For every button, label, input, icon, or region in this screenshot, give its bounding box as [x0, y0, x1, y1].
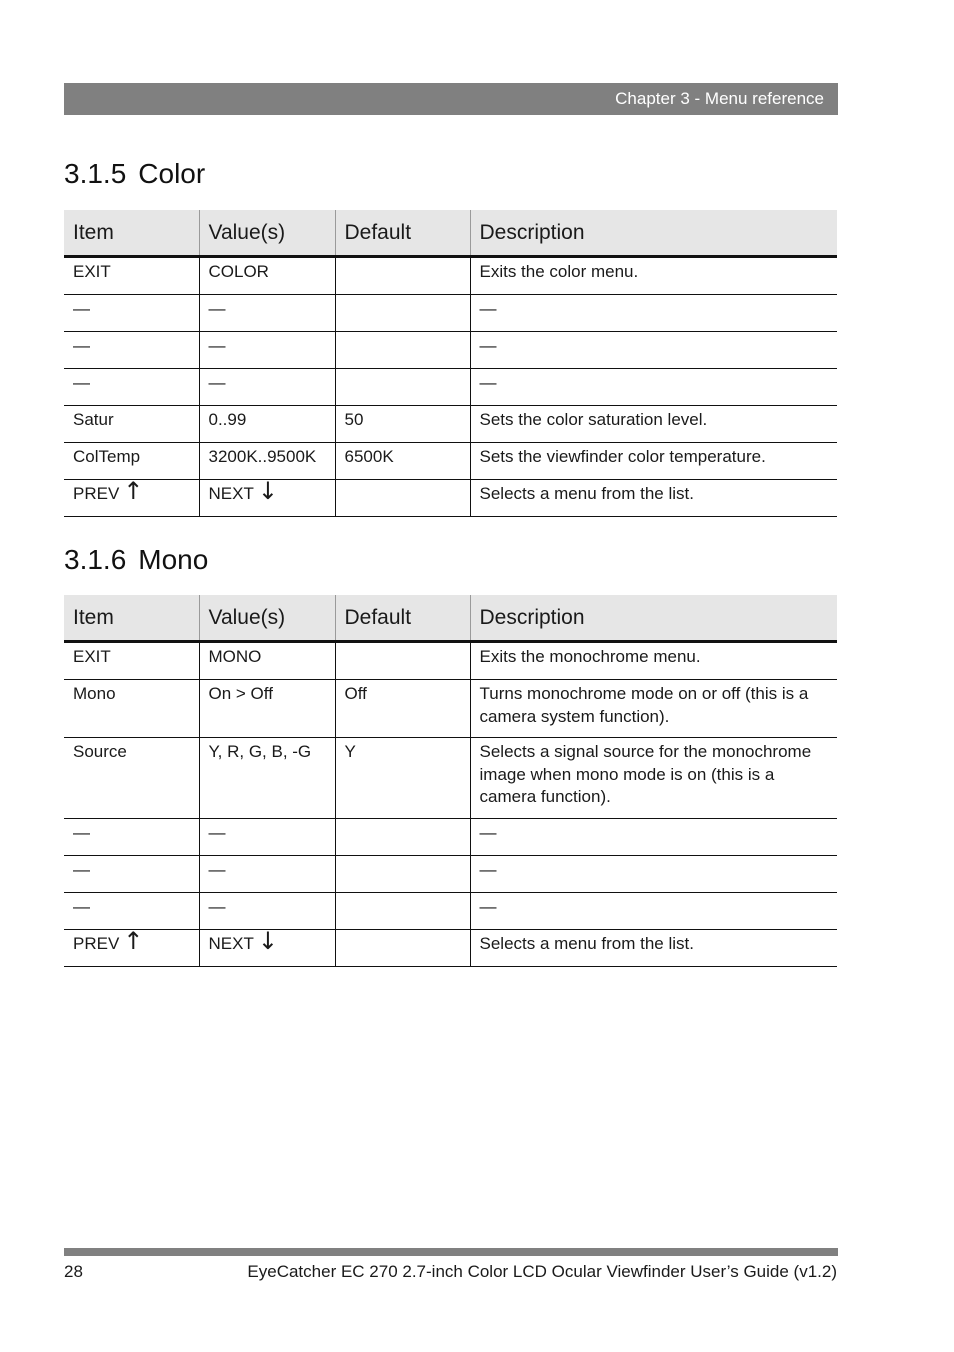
cell-default [335, 642, 470, 680]
table-header-row [64, 595, 837, 642]
column-header-values: Value(s) [199, 595, 335, 642]
section-number: 3.1.5 [64, 158, 127, 189]
cell-item: Source [64, 738, 199, 819]
table-row [64, 295, 837, 332]
cell-values: — [199, 818, 335, 855]
column-header-description: Description [470, 210, 837, 257]
column-header-item: Item [64, 210, 199, 257]
cell-item: — [64, 369, 199, 406]
cell-item [64, 926, 199, 966]
cell-description: — [470, 855, 837, 892]
cell-default [335, 257, 470, 295]
cell-description: Exits the monochrome menu. [470, 642, 837, 680]
page-number: 28 [64, 1262, 83, 1281]
cell-default [335, 892, 470, 929]
table-row [64, 257, 837, 295]
cell-item [64, 477, 199, 517]
cell-item: ColTemp [64, 443, 199, 480]
cell-description: Selects a signal source for the monochrome image when mono mode is on (this is a camera function). [470, 738, 837, 819]
cell-values: COLOR [199, 257, 335, 295]
cell-values [199, 926, 335, 966]
chapter-title: Chapter 3 - Menu reference [615, 89, 824, 108]
guide-title: EyeCatcher EC 270 2.7-inch Color LCD Ocular Viewfinder User’s Guide (v1.2) [247, 1262, 837, 1281]
prev-label: PREV [73, 933, 120, 953]
cell-description: — [470, 295, 837, 332]
cell-item: — [64, 855, 199, 892]
column-header-values: Value(s) [199, 210, 335, 257]
cell-item: EXIT [64, 642, 199, 680]
cell-item: — [64, 818, 199, 855]
table-row [64, 818, 837, 855]
cell-description: — [470, 369, 837, 406]
table-row [64, 369, 837, 406]
table-row [64, 855, 837, 892]
color-menu-table [64, 210, 837, 517]
cell-default: 50 [335, 406, 470, 443]
cell-item: Mono [64, 680, 199, 738]
cell-values: On > Off [199, 680, 335, 738]
cell-default [335, 480, 470, 517]
cell-description: Sets the color saturation level. [470, 406, 837, 443]
cell-description: Exits the color menu. [470, 257, 837, 295]
arrow-down-icon: ↓ [257, 477, 278, 505]
cell-default: 6500K [335, 443, 470, 480]
chapter-header [64, 83, 838, 115]
cell-item: — [64, 332, 199, 369]
table-row [64, 738, 837, 819]
cell-default: Off [335, 680, 470, 738]
cell-values: — [199, 332, 335, 369]
table-row [64, 332, 837, 369]
column-header-default: Default [335, 210, 470, 257]
section-title-mono [64, 544, 208, 576]
table-row [64, 892, 837, 929]
cell-values: 3200K..9500K [199, 443, 335, 480]
cell-description: — [470, 332, 837, 369]
cell-description: — [470, 818, 837, 855]
cell-description: Selects a menu from the list. [470, 480, 837, 517]
prev-label: PREV [73, 484, 120, 503]
cell-item: — [64, 295, 199, 332]
section-name: Color [138, 158, 206, 189]
section-title-color [64, 158, 205, 190]
cell-values: MONO [199, 642, 335, 680]
cell-default [335, 295, 470, 332]
cell-values: — [199, 855, 335, 892]
cell-values: 0..99 [199, 406, 335, 443]
cell-item: — [64, 892, 199, 929]
cell-default [335, 929, 470, 966]
table-row [64, 406, 837, 443]
cell-description: Turns monochrome mode on or off (this is a camera system function). [470, 680, 837, 738]
cell-values [199, 477, 335, 517]
section-number: 3.1.6 [64, 544, 127, 575]
table-row [64, 480, 837, 517]
cell-description: Selects a menu from the list. [470, 929, 837, 966]
cell-default: Y [335, 738, 470, 819]
next-label: NEXT [208, 484, 254, 503]
arrow-up-icon: ↑ [123, 477, 144, 505]
footer-divider [64, 1248, 838, 1256]
arrow-down-icon: ↓ [257, 926, 278, 955]
cell-default [335, 818, 470, 855]
arrow-up-icon: ↑ [123, 926, 144, 955]
cell-values: — [199, 892, 335, 929]
next-label: NEXT [208, 933, 254, 953]
table-row [64, 443, 837, 480]
column-header-description: Description [470, 595, 837, 642]
mono-menu-table [64, 595, 837, 967]
cell-values: Y, R, G, B, -G [199, 738, 335, 819]
cell-default [335, 332, 470, 369]
table-row [64, 680, 837, 738]
cell-description: Sets the viewfinder color temperature. [470, 443, 837, 480]
cell-default [335, 369, 470, 406]
column-header-default: Default [335, 595, 470, 642]
cell-item: Satur [64, 406, 199, 443]
table-row [64, 929, 837, 966]
section-name: Mono [138, 544, 209, 575]
cell-default [335, 855, 470, 892]
table-header-row [64, 210, 837, 257]
table-row [64, 642, 837, 680]
cell-values: — [199, 295, 335, 332]
column-header-item: Item [64, 595, 199, 642]
cell-item: EXIT [64, 257, 199, 295]
cell-description: — [470, 892, 837, 929]
cell-values: — [199, 369, 335, 406]
